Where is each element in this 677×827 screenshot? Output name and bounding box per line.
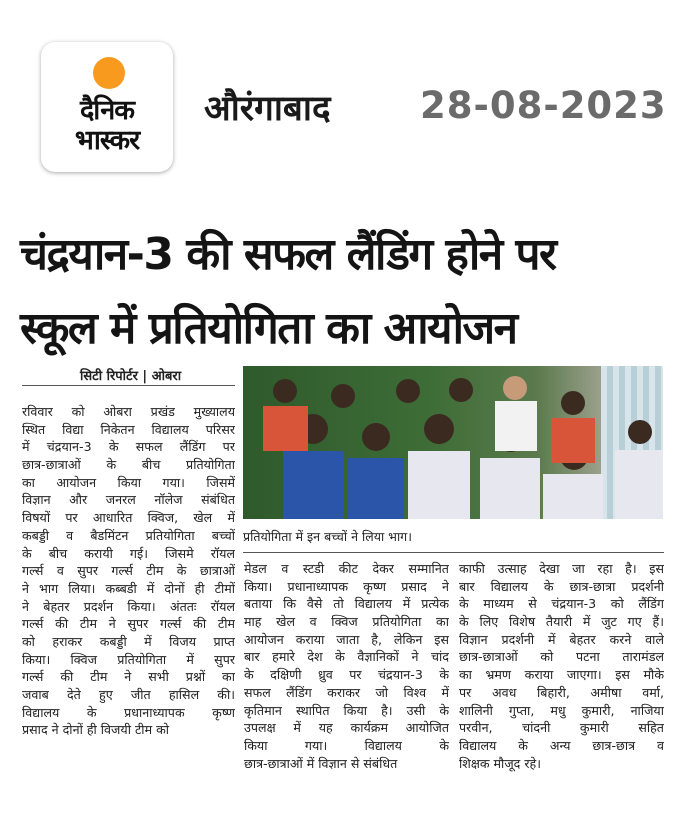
- text-line: छात्र-छात्राओं को पटना तारामंडल: [459, 649, 664, 665]
- text-line: उपलक्ष में यह कार्यक्रम आयोजित: [244, 720, 449, 736]
- text-line: आयोजन कराया जाता है, लेकिन इस: [244, 631, 449, 647]
- text-line: प्रसाद ने दोनों ही विजयी टीम को: [22, 722, 170, 738]
- caption-divider: [243, 552, 664, 553]
- text-line: छात्र-छात्राओं के बीच प्रतियोगिता: [22, 457, 235, 473]
- text-line: कृतिमान स्थापित किया है। उसी के: [244, 702, 449, 718]
- text-line: शिक्षक मौजूद रहे।: [459, 755, 541, 771]
- text-line: किया गया। विद्यालय के: [244, 737, 449, 753]
- article-column-3: [459, 560, 664, 772]
- text-line: गर्ल्स की टीम ने सुपर गर्ल्स की टीम: [22, 616, 235, 632]
- text-line: माह खेल व क्विज प्रतियोगिता का: [244, 614, 449, 630]
- text-line: काफी उत्साह देखा जा रहा है। इस: [459, 561, 664, 576]
- text-line: ने बेहतर प्रदर्शन किया। अंततः रॉयल: [22, 598, 235, 614]
- text-line: में चंद्रयान-3 के सफल लैंडिंग पर: [22, 439, 235, 455]
- text-line: गर्ल्स व सुपर गर्ल्स टीम के छात्राओं: [22, 563, 235, 579]
- article-column-2: [244, 560, 449, 772]
- headline-line-1: चंद्रयान-3 की सफल लैंडिंग होने पर: [20, 229, 556, 280]
- byline-divider: [22, 385, 235, 386]
- text-line: किया। प्रधानाध्यापक कृष्ण प्रसाद ने: [244, 578, 449, 594]
- logo-text-line1: दैनिक: [79, 95, 135, 126]
- edition-city: औरंगाबाद: [204, 89, 331, 129]
- text-line: बार विद्यालय के छात्र-छात्रा प्रदर्शनी: [459, 578, 664, 594]
- article-column-1: [22, 403, 235, 739]
- text-line: ने भाग लिया। कब्बडी में दोनों ही टीमों: [22, 580, 235, 596]
- text-line: गर्ल्स की टीम ने सभी प्रश्नों का: [22, 669, 235, 685]
- text-line: कबड्डी व बैडमिंटन प्रतियोगिता बच्चों: [22, 527, 235, 543]
- text-line: के बीच करायी गई। जिसमे रॉयल: [22, 545, 235, 561]
- text-line: किया। क्विज प्रतियोगिता में सुपर: [22, 651, 235, 667]
- edition-date: 28-08-2023: [420, 84, 667, 127]
- text-line: के दक्षिणी ध्रुव पर चंद्रयान-3 के: [244, 667, 449, 683]
- text-line: बार हमारे देश के वैज्ञानिकों ने चांद: [244, 649, 449, 665]
- dainik-bhaskar-logo: [41, 42, 173, 172]
- text-line: रविवार को ओबरा प्रखंड मुख्यालय: [22, 404, 235, 419]
- text-line: के माध्यम से चंद्रयान-3 को लैंडिंग: [459, 596, 664, 612]
- news-photo: [243, 366, 663, 519]
- text-line: का भ्रमण कराया जाएगा। इस मौके: [459, 667, 664, 683]
- text-line: के लिए विशेष तैयारी में जुट गए हैं।: [459, 614, 664, 630]
- headline-line-2: स्कूल में प्रतियोगिता का आयोजन: [20, 303, 517, 354]
- text-line: का आयोजन किया गया। जिसमें: [22, 474, 235, 490]
- text-line: मेडल व स्टडी कीट देकर सम्मानित: [244, 561, 449, 576]
- text-line: विद्यालय के अन्य छात्र-छात्र व: [459, 737, 664, 753]
- byline: सिटी रिपोर्टर | ओबरा: [80, 369, 182, 384]
- text-line: परवीन, चांदनी कुमारी सहित: [459, 720, 664, 736]
- text-line: स्थित विद्या निकेतन विद्यालय परिसर: [22, 421, 235, 437]
- text-line: को हराकर कबड्डी में विजय प्राप्त: [22, 633, 235, 649]
- text-line: छात्र-छात्राओं में विज्ञान से संबंधित: [244, 755, 398, 771]
- text-line: विज्ञान और जनरल नॉलेज संबंधित: [22, 492, 235, 508]
- text-line: बताया कि वैसे तो विद्यालय में प्रत्येक: [244, 596, 449, 612]
- photo-caption: प्रतियोगिता में इन बच्चों ने लिया भाग।: [243, 529, 412, 544]
- text-line: विद्यालय के प्रधानाध्यापक कृष्ण: [22, 704, 235, 720]
- sun-icon: [93, 57, 125, 89]
- text-line: पर अवध बिहारी, अमीषा वर्मा,: [459, 684, 664, 700]
- text-line: विषयों पर आधारित क्विज, खेल में: [22, 510, 235, 526]
- text-line: शालिनी गुप्ता, मधु कुमारी, नाजिया: [459, 702, 664, 718]
- students-figures: [243, 366, 663, 519]
- text-line: विज्ञान प्रदर्शनी में बेहतर करने वाले: [459, 631, 664, 647]
- text-line: सफल लैंडिंग कराकर जो विश्व में: [244, 684, 449, 700]
- text-line: जवाब देते हुए जीत हासिल की।: [22, 687, 235, 702]
- logo-text-line2: भास्कर: [74, 125, 140, 156]
